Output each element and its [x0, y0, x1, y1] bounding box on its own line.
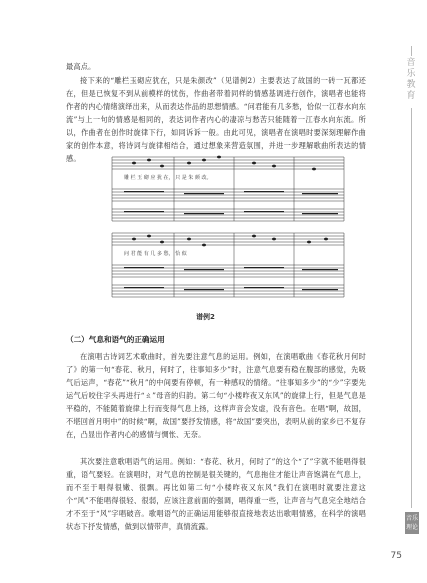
system-1-notes	[124, 156, 338, 215]
opening-line: 最高点。	[66, 62, 96, 71]
section-heading: （二）气息和语气的正确运用	[66, 335, 165, 344]
figure-caption: 谱例2	[196, 313, 215, 321]
music-score	[104, 147, 346, 307]
side-divider-line-long	[411, 108, 412, 508]
side-tag: 音乐教育	[406, 58, 416, 101]
tone-paragraph: 其次要注意歌唱语气的运用。例如：“春花、秋月，何时了”的这个“了”字就不能唱得很重，语气要轻。在演唱时，对气息的控制是很关键的，气息拖住才能让声音饱满在气息上，而不至于唱得很嫩、很飘。再比如第二句“小楼昨夜又东风”我们在演唱时就要注意这个“风”不能唱得很轻、很弱，应该注意前面的强调，唱得重一些，让声音与气息完全地结合才不至于“风”字唱破音。歌唱语气的正确运用能够很直接地表达出歌唱情感，在科学的演唱状态下抒发情感，做到以情带声，真情流露。	[66, 457, 366, 531]
side-label-box: 音乐理论	[405, 512, 419, 534]
page-number: 75	[390, 551, 402, 561]
breath-paragraph: 在演唱古诗词艺术歌曲时，首先要注意气息的运用。例如，在演唱歌曲《春花秋月何时了》的第一句“春花、秋月，何时了，往事知多少”时，注意气息要有稳在腹部的感觉，先吸气后运声，“春花”“秋月”的中间要有停顿，有一种感叹的情绪。“往事知多少”的“少”字要先运气后咬住字头再进行“ㄠ”母音的归韵。第二句“小楼昨夜又东风”的旋律上行，但是气息是平稳的，不能随着旋律上行而变得气息上扬，这样声音会发虚，没有音色。在唱“啊，故国，不堪回首月明中”的时候“啊，故国”要抒发情感，将“故国”要突出，表明从前的家乡已不复存在，凸显出作者内心的感情与惆怅、无奈。	[66, 352, 366, 439]
lyrics-1: 雕 栏 玉 砌 应 犹 在， 只 是 朱 颜 改。	[124, 175, 212, 181]
system-2-notes	[124, 235, 338, 291]
intro-paragraph: 接下来的“雕栏玉砌应犹在，只是朱颜改”（见谱例2）主要表达了故国的一砖一瓦都还在，但是已恢复不到从前模样的忧伤，作曲者带着同样的情感基调进行创作，演唱者也能将作者的内心情绪演绎出来，从而表达作品的思想情感。“问君能有几多愁，恰似一江春水向东流”与上一句的情感是相同的，表达词作者内心的凄凉与愁苦只能随着一江春水向东流。所以，作曲者在创作时旋律下行，如同诉诉一般。由此可见，演唱者在演唱时要深刻理解作曲家的创作本意，将诗词与旋律相结合，通过想象来营造氛围，并进一步理解歌曲所表达的情感。	[66, 76, 366, 163]
side-divider-line	[411, 46, 412, 56]
lyrics-2: 问 君 能 有 几 多 愁， 恰 似	[124, 251, 187, 257]
